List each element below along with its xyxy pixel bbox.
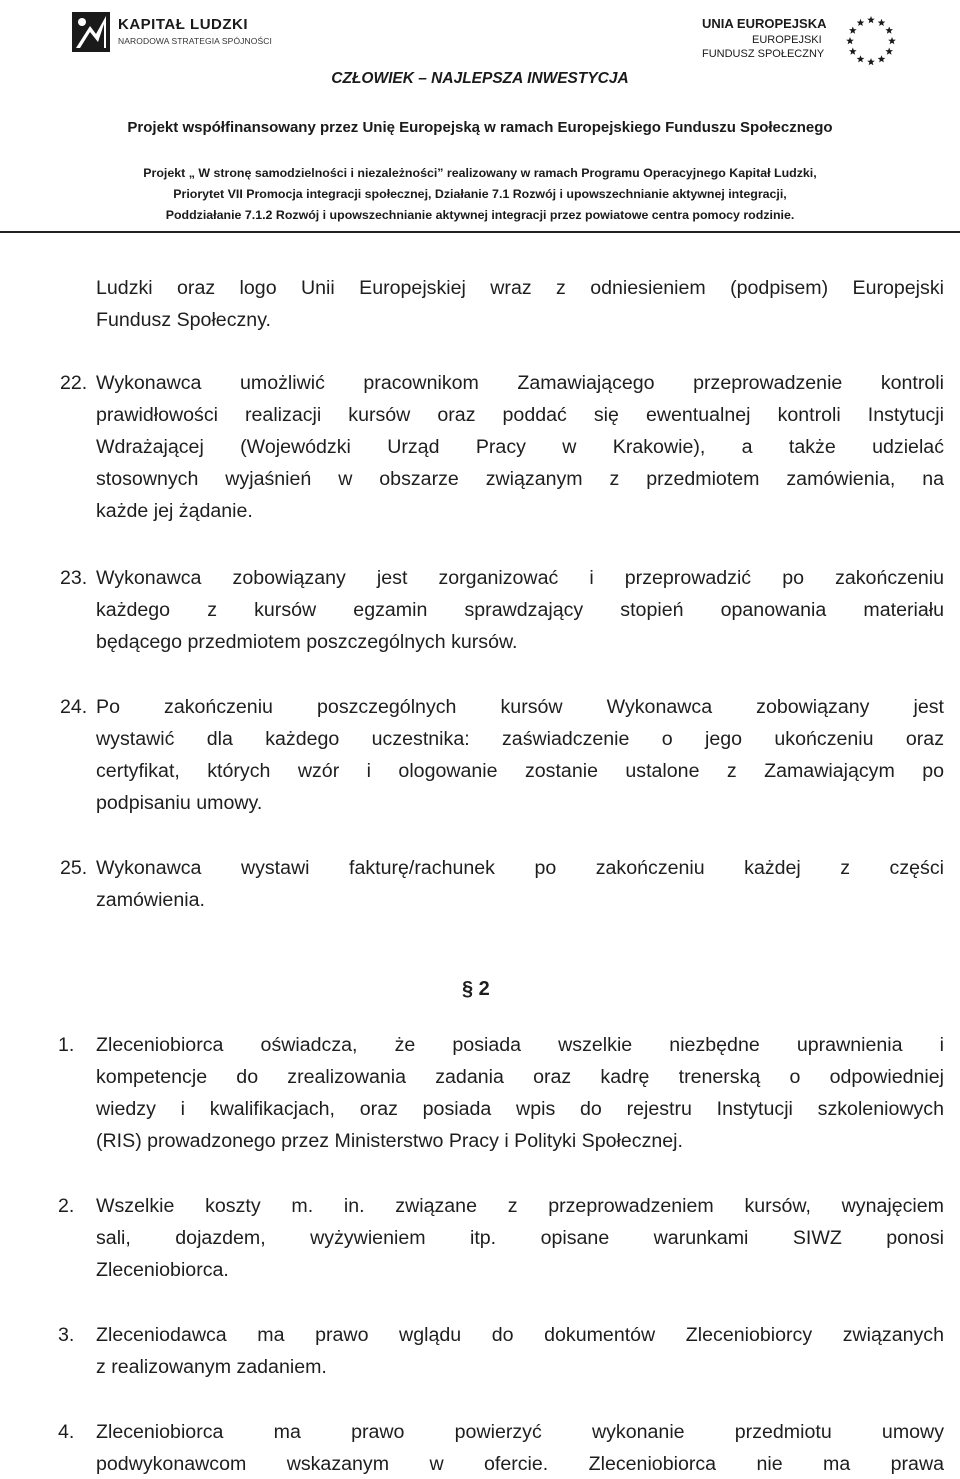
item-line: sali, dojazdem, wyżywieniem itp. opisane warunkami SIWZ ponosi (96, 1227, 944, 1249)
kapital-ludzki-title: KAPITAŁ LUDZKI (118, 16, 249, 33)
cofinance-statement: Projekt współfinansowany przez Unię Europejską w ramach Europejskiego Funduszu Społecznego (127, 119, 833, 136)
item-line: Wykonawca umożliwić pracownikom Zamawiającego przeprowadzenie kontroli (96, 372, 944, 394)
section-heading: § 2 (462, 978, 490, 1000)
item-line: Wszelkie koszty m. in. związane z przeprowadzeniem kursów, wynajęciem (96, 1195, 944, 1217)
eu-star-icon (849, 27, 857, 34)
project-line-2: Priorytet VII Promocja integracji społecznej, Działanie 7.1 Rozwój i upowszechnianie aktywnej integracji, (173, 187, 787, 201)
item-number: 2. (58, 1195, 75, 1217)
eu-star-icon (867, 58, 875, 65)
item-line: będącego przedmiotem poszczególnych kursów. (96, 631, 518, 653)
item-line: wiedzy i kwalifikacjach, oraz posiada wpis do rejestru Instytucji szkoleniowych (96, 1098, 944, 1120)
item-line: Po zakończeniu poszczególnych kursów Wykonawca zobowiązany jest (96, 696, 944, 718)
eu-star-icon (857, 55, 865, 62)
item-line: Zleceniobiorca oświadcza, że posiada wszelkie niezbędne uprawnienia i (96, 1034, 944, 1056)
eu-logo (702, 12, 902, 70)
item-line: podpisaniu umowy. (96, 792, 263, 814)
eu-star-icon (867, 16, 875, 23)
item-line: Zleceniobiorca ma prawo powierzyć wykonanie przedmiotu umowy (96, 1421, 944, 1443)
item-line: (RIS) prowadzonego przez Ministerstwo Pracy i Polityki Społecznej. (96, 1130, 683, 1152)
item-line: każde jej żądanie. (96, 500, 253, 522)
item-number: 22. (60, 372, 88, 394)
eu-star-icon (888, 37, 896, 44)
intro-line: Ludzki oraz logo Unii Europejskiej wraz z odniesieniem (podpisem) Europejski (96, 277, 944, 299)
intro-line: Fundusz Społeczny. (96, 309, 271, 331)
item-line: zamówienia. (96, 889, 205, 911)
eu-star-icon (849, 48, 857, 55)
item-line: Wdrażającej (Wojewódzki Urząd Pracy w Krakowie), a także udzielać (96, 436, 944, 458)
item-number: 3. (58, 1324, 75, 1346)
eu-star-icon (846, 37, 854, 44)
header-motto: CZŁOWIEK – NAJLEPSZA INWESTYCJA (331, 70, 629, 87)
item-number: 1. (58, 1034, 75, 1056)
item-line: Zleceniodawca ma prawo wglądu do dokumentów Zleceniobiorcy związanych (96, 1324, 944, 1346)
item-line: Zleceniobiorca. (96, 1259, 229, 1281)
eu-star-icon (857, 19, 865, 26)
item-line: certyfikat, których wzór i ologowanie zostanie ustalone z Zamawiającym po (96, 760, 944, 782)
eu-logo-line3: FUNDUSZ SPOŁECZNY (702, 48, 825, 60)
kapital-ludzki-subtitle: NARODOWA STRATEGIA SPÓJNOŚCI (118, 36, 272, 46)
eu-logo-line1: UNIA EUROPEJSKA (702, 16, 827, 31)
eu-star-icon (878, 19, 886, 26)
item-number: 23. (60, 567, 88, 589)
item-line: Wykonawca zobowiązany jest zorganizować i przeprowadzić po zakończeniu (96, 567, 944, 589)
item-number: 24. (60, 696, 88, 718)
item-line: Wykonawca wystawi fakturę/rachunek po zakończeniu każdej z części (96, 857, 944, 879)
eu-star-icon (885, 48, 893, 55)
eu-star-icon (885, 27, 893, 34)
kapital-ludzki-logo (68, 8, 298, 56)
item-line: wystawić dla każdego uczestnika: zaświadczenie o jego ukończeniu oraz (96, 728, 944, 750)
item-line: z realizowanym zadaniem. (96, 1356, 327, 1378)
item-line: prawidłowości realizacji kursów oraz poddać się ewentualnej kontroli Instytucji (96, 404, 944, 426)
eu-logo-line2: EUROPEJSKI (752, 34, 822, 46)
page-header (0, 0, 960, 234)
item-number: 4. (58, 1421, 75, 1443)
project-line-1: Projekt „ W stronę samodzielności i niezależności” realizowany w ramach Programu Operacyjnego Kapitał Ludzki, (143, 166, 817, 180)
eu-star-icon (878, 55, 886, 62)
item-line: stosownych wyjaśnień w obszarze związanym z przedmiotem zamówienia, na (96, 468, 944, 490)
kapital-ludzki-logo-icon (68, 8, 114, 56)
project-line-3: Poddziałanie 7.1.2 Rozwój i upowszechnianie aktywnej integracji przez powiatowe centra pomocy rodzinie. (165, 208, 795, 222)
eu-stars-flag-icon (842, 12, 900, 70)
header-divider (0, 231, 960, 233)
item-line: podwykonawcom wskazanym w ofercie. Zleceniobiorca nie ma prawa (96, 1453, 944, 1475)
item-line: każdego z kursów egzamin sprawdzający stopień opanowania materiału (96, 599, 944, 621)
item-number: 25. (60, 857, 88, 879)
item-line: kompetencje do zrealizowania zadania oraz kadrę trenerską o odpowiedniej (96, 1066, 944, 1088)
